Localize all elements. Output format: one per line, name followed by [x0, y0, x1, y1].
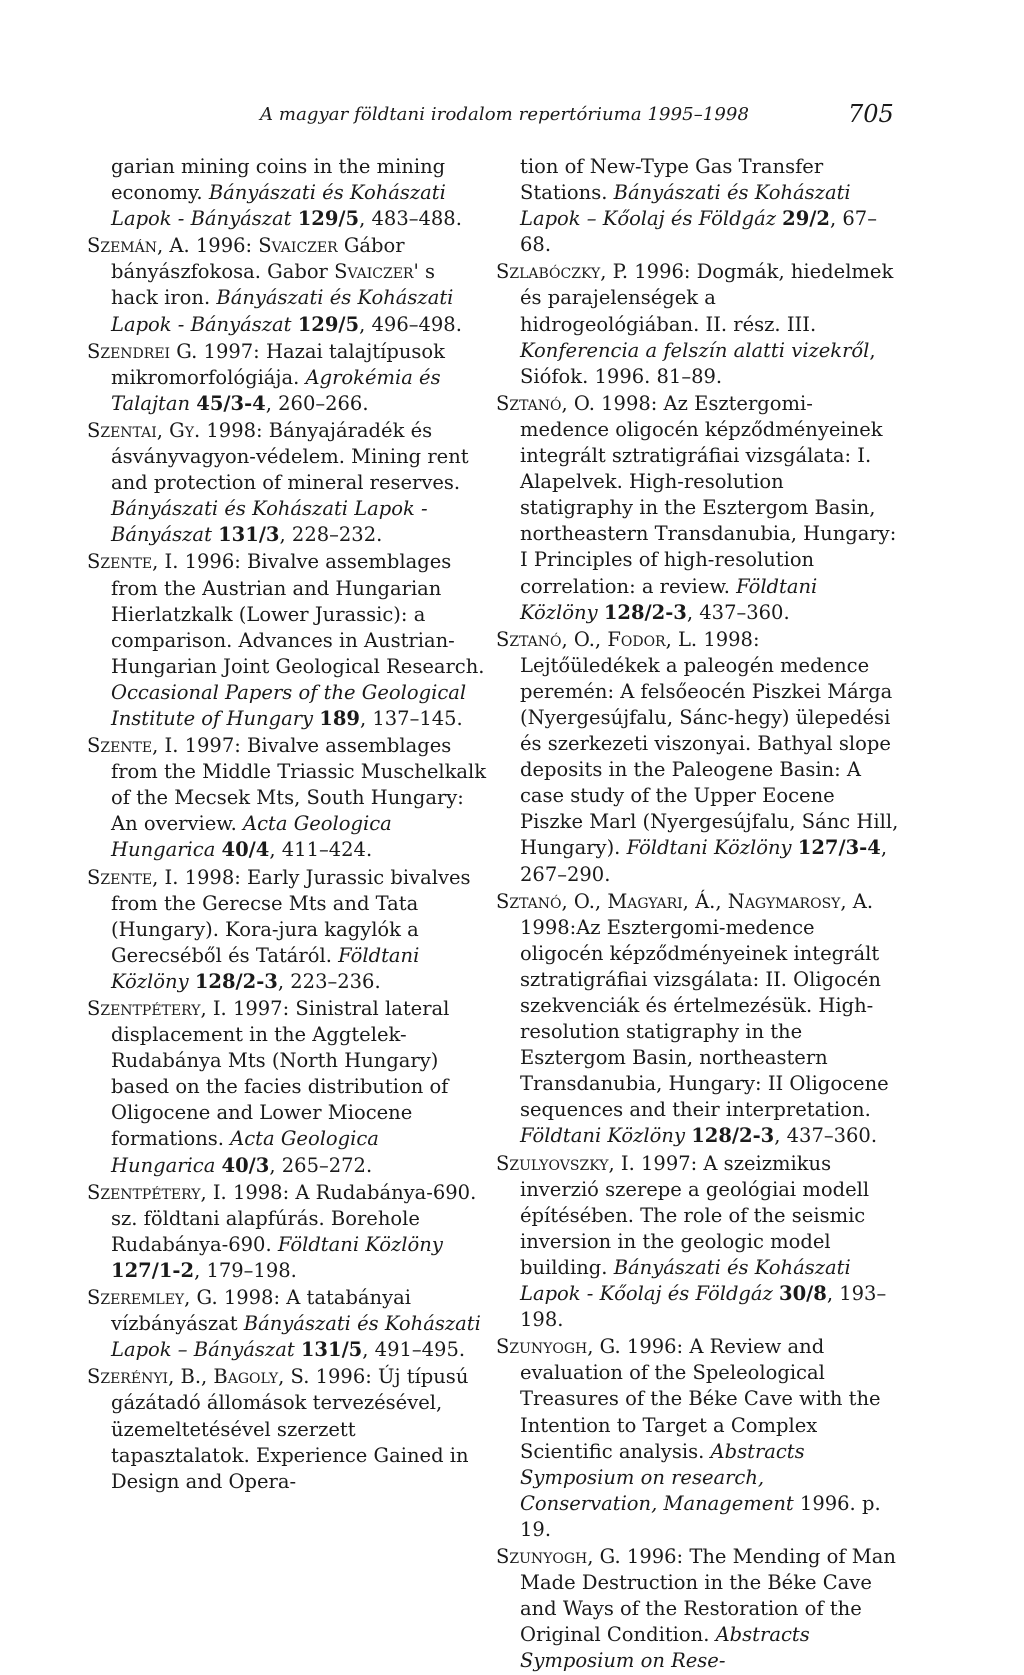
entry-text: 1997: Bivalve assemblages from the Middle Triassic Muschelkalk of the Mecsek Mts, South Hungary: An overview. [111, 734, 487, 836]
bibliography-entry [496, 1334, 901, 1543]
entry-text: 1998:Az Esztergomi-medence oligocén képződményeinek integrált sztratigráfiai vizsgálata: II. Oligocén szekvenciák és értelmezésük. High-resolution statigraphy in the Esztergom Basin, northeastern Transdanubia, Hungary: II Oligocene sequences and their interpretation. [520, 915, 889, 1122]
entry-text: , 437–360. [774, 1124, 878, 1148]
entry-source: Agrokémia és Talajtan [111, 365, 441, 415]
bibliography-entry [496, 1544, 901, 1674]
entry-author: Szlabóczky, P. [496, 260, 629, 284]
entry-source: Bányászati és Kohászati Lapok - Kőolaj és Földgáz [520, 1255, 851, 1306]
entry-source: Földtani Közlöny [111, 943, 420, 993]
entry-text: 1996: Bivalve assemblages from the Austrian and Hungarian Hierlatzkalk (Lower Jurassic): a comparison. Advances in Austrian-Hungarian Joint Geological Research. [111, 550, 485, 678]
entry-text: 1997: Sinistral lateral displacement in the Aggtelek-Rudabánya Mts (North Hungary) based on the facies distribution of Oligocene and Lower Miocene formations. [111, 997, 450, 1151]
entry-source: Acta Geologica Hungarica [111, 1127, 379, 1177]
bibliography-entry [496, 259, 901, 389]
entry-author: Svaiczer [334, 260, 414, 284]
entry-text: 1996: Dogmák, hiedelmek és parajelenségek a hidrogeológiában. II. rész. III. [520, 260, 894, 336]
entry-source: Földtani Közlöny [277, 1232, 443, 1256]
entry-author: Szente, I. [87, 865, 179, 889]
bibliography-entry [87, 233, 487, 337]
entry-source: Konferencia a felszín alatti vizekről [520, 338, 870, 362]
entry-author: Sztanó, O., Magyari, Á., Nagymarosy, A. [496, 889, 874, 913]
entry-text: 1998: Lejtőüledékek a paleogén medence peremén: A felsőeocén Piszkei Márga (Nyergesújfalu, Sánc-hegy) ülepedési és szerkezeti viszonyai. Bathyal slope deposits in the Paleogene Basin: A case study of the Upper Eocene Piszke Marl (Nyergesújfalu, Sánc Hill, Hungary). [520, 627, 899, 860]
entry-source: Földtani Közlöny [520, 1124, 692, 1148]
entry-volume: 129/5 [297, 312, 360, 336]
entry-author: Svaiczer [258, 234, 338, 258]
bibliography-entry [87, 339, 487, 417]
entry-source: Bányászati és Kohászati Lapok - Bányászat [111, 181, 446, 231]
entry-text: 1996: [189, 234, 259, 258]
entry-text: , 137–145. [359, 706, 463, 730]
entry-volume: 131/5 [300, 1338, 363, 1362]
entry-volume: 127/1-2 [111, 1258, 195, 1282]
entry-text: , Siófok. 1996. 81–89. [520, 338, 876, 388]
bibliography-entry [87, 733, 487, 863]
entry-volume: 40/4 [221, 838, 270, 862]
entry-text: tion of New-Type Gas Transfer Stations. [520, 155, 824, 205]
entry-volume: 30/8 [779, 1282, 827, 1306]
entry-text: 1998: Az Esztergomi-medence oligocén képződményeinek integrált sztratigráfiai vizsgálata: I. Alapelvek. High-resolution statigraphy in the Esztergom Basin, northeastern Transdanubia, Hungary: I Principles of high-resolution correlation: a review. [520, 391, 897, 598]
entry-source: Abstracts Symposium on Rese- [520, 1623, 810, 1673]
running-header: A magyar földtani irodalom repertóriuma 1995–1998 [260, 104, 750, 125]
entry-text: , 411–424. [269, 838, 373, 862]
left-column [87, 154, 487, 1496]
entry-source: Földtani Közlöny [520, 574, 818, 624]
entry-source: Bányászati és Kohászati Lapok - Bányászat [111, 286, 454, 336]
bibliography-entry [87, 549, 487, 732]
entry-author: Szulyovszky, I. [496, 1151, 635, 1175]
bibliography-entry-continued [87, 154, 487, 232]
entry-volume: 131/3 [218, 523, 280, 547]
bibliography-entry [87, 865, 487, 995]
entry-author: Szente, I. [87, 734, 179, 758]
bibliography-entry [87, 418, 487, 548]
entry-volume: 45/3-4 [196, 391, 266, 415]
entry-author: Szente, I. [87, 550, 179, 574]
entry-text: 1996. p. 19. [520, 1491, 881, 1541]
entry-source: Occasional Papers of the Geological Institute of Hungary [111, 680, 467, 730]
entry-author: Szunyogh, G. [496, 1544, 621, 1568]
entry-source: Bányászati és Kohászati Lapok - Bányászat [111, 497, 428, 547]
entry-volume: 29/2 [782, 207, 830, 231]
bibliography-entry [496, 889, 901, 1150]
entry-text: 1997: Hazai talajtípusok mikromorfológiája. [111, 339, 445, 389]
entry-volume: 40/3 [221, 1153, 270, 1177]
entry-volume: 127/3-4 [797, 836, 881, 860]
entry-text: 1998: Early Jurassic bivalves from the Gerecse Mts and Tata (Hungary). Kora-jura kagylók a Gerecséből és Tatáról. [111, 865, 471, 967]
bibliography-entry [87, 1285, 487, 1363]
entry-text: , 265–272. [269, 1153, 373, 1177]
entry-text: 1997: A szeizmikus inverzió szerepe a geológiai modell építésében. The role of the seismic inversion in the geologic model building. [520, 1151, 870, 1279]
entry-author: Szendrei G. [87, 339, 198, 363]
right-column [496, 154, 901, 1675]
bibliography-entry-continued [496, 154, 901, 258]
entry-volume: 128/2-3 [691, 1124, 775, 1148]
entry-text: , 491–495. [362, 1338, 466, 1362]
entry-text: 1998: A tatabányai vízbányászat [111, 1286, 411, 1336]
bibliography-entry [496, 1151, 901, 1334]
entry-volume: 128/2-3 [194, 969, 278, 993]
entry-author: Szerényi, B., Bagoly, S. [87, 1365, 310, 1389]
bibliography-entry [496, 627, 901, 888]
entry-text: 1996: The Mending of Man Made Destruction in the Béke Cave and Ways of the Restoration of the Original Condition. [520, 1544, 896, 1647]
entry-volume: 189 [319, 706, 360, 730]
entry-text: , 193–198. [520, 1282, 887, 1332]
entry-text: , 228–232. [279, 523, 383, 547]
entry-text: ' s hack iron. [111, 260, 436, 310]
entry-author: Szentpétery, I. [87, 997, 227, 1020]
entry-volume: 129/5 [297, 207, 360, 231]
entry-source: Bányászati és Kohászati Lapok – Kőolaj és Földgáz [520, 181, 851, 231]
entry-text: 1996: A Review and evaluation of the Speleological Treasures of the Béke Cave with the Intention to Target a Complex Scientific analysis. [520, 1335, 881, 1463]
entry-text: 1998: Bányajáradék és ásványvagyon-védelem. Mining rent and protection of mineral reserves. [111, 418, 469, 495]
entry-author: Szentpétery, I. [87, 1180, 227, 1204]
entry-source: Acta Geologica Hungarica [111, 812, 392, 862]
entry-text: 1998: A Rudabánya-690. sz. földtani alapfúrás. Borehole Rudabánya-690. [111, 1180, 477, 1256]
entry-author: Sztanó, O. [496, 391, 595, 415]
entry-text: , 483–488. [359, 207, 462, 231]
entry-text: 1996: Új típusú gázátadó állomások tervezésével, üzemeltetésével szerzett tapasztalatok. Experience Gained in Design and Opera- [111, 1365, 469, 1493]
entry-text: , 260–266. [265, 391, 369, 415]
entry-text: , 496–498. [359, 312, 462, 336]
entry-author: Szemán, A. [87, 234, 190, 258]
bibliography-entry [87, 1180, 487, 1284]
entry-text: , 67–68. [520, 207, 877, 257]
entry-text: , 437–360. [686, 600, 790, 624]
entry-text: , 223–236. [277, 969, 381, 993]
entry-author: Szunyogh, G. [496, 1335, 621, 1359]
entry-text: , 267–290. [520, 836, 888, 886]
entry-text: garian mining coins in the mining economy. [111, 155, 446, 205]
bibliography-entry [87, 1364, 487, 1494]
entry-author: Sztanó, O., Fodor, L. [496, 627, 698, 651]
entry-author: Szeremley, G. [87, 1286, 218, 1310]
entry-source: Abstracts Symposium on research, Conservation, Management [520, 1439, 805, 1515]
bibliography-entry [87, 996, 487, 1179]
page-number: 705 [848, 100, 894, 128]
entry-text: Gábor bányászfokosa. Gabor [111, 234, 405, 284]
entry-source: Bányászati és Kohászati Lapok – Bányászat [111, 1312, 481, 1362]
entry-text: , 179–198. [194, 1258, 297, 1282]
entry-volume: 128/2-3 [603, 600, 687, 624]
entry-source: Földtani Közlöny [626, 836, 798, 860]
entry-author: Szentai, Gy. [87, 418, 201, 442]
bibliography-entry [496, 391, 901, 626]
